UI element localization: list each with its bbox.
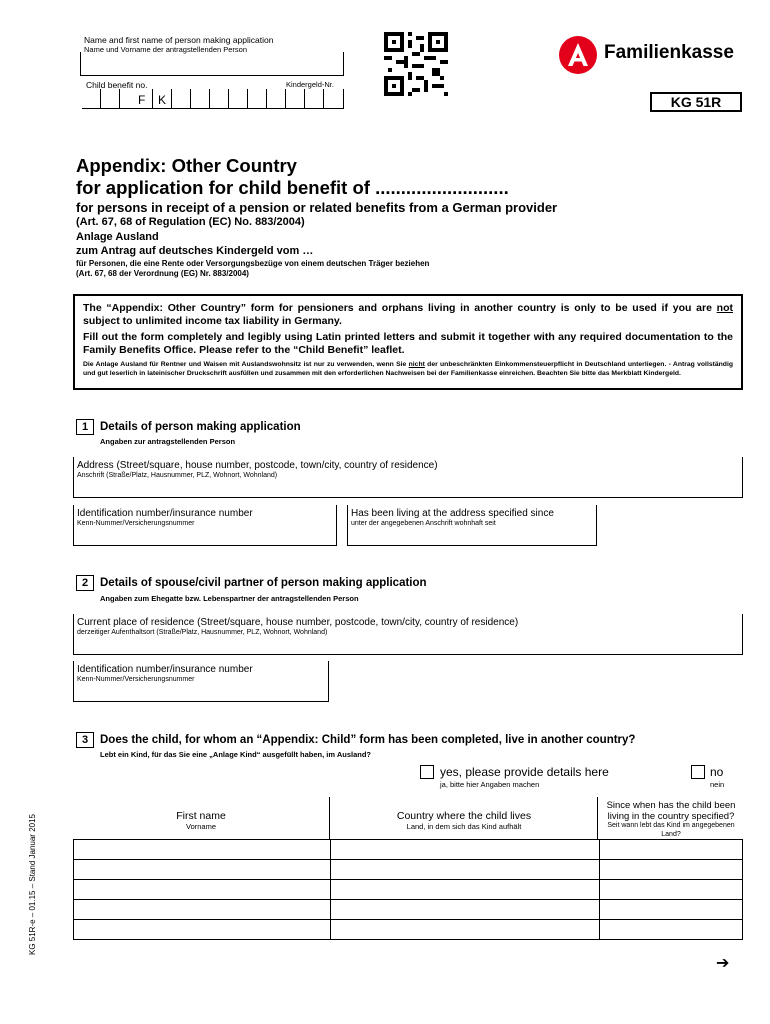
cell-country[interactable] (331, 900, 600, 920)
title-de-block (76, 230, 313, 258)
col2-label-de: Land, in dem sich das Kind aufhält (406, 822, 522, 831)
section2-subtitle: Angaben zum Ehegatte bzw. Lebenspartner der antragstellenden Person (100, 594, 359, 603)
title-de4: (Art. 67, 68 der Verordnung (EG) Nr. 883/2004) (76, 269, 249, 278)
cell-first-name[interactable] (74, 900, 331, 920)
col3-label-de: Seit wann lebt das Kind im angegebenen Land? (607, 822, 735, 838)
cell-since[interactable] (600, 860, 743, 880)
cell-country[interactable] (331, 860, 600, 880)
prefix-k: K (158, 93, 167, 107)
cell-country[interactable] (331, 880, 600, 900)
notice-p2: Fill out the form completely and legibly using Latin printed letters and submit it together with any required documentation to the Family Benefits Office. Please refer to the “Child Benefit” leaflet. (83, 331, 733, 356)
section3-subtitle: Lebt ein Kind, für das Sie eine „Anlage Kind“ ausgefüllt haben, im Ausland? (100, 750, 372, 759)
cell-first-name[interactable] (74, 880, 331, 900)
cell-since[interactable] (600, 880, 743, 900)
title-de1: Anlage Ausland (76, 231, 159, 243)
section1-since-field[interactable] (347, 505, 597, 546)
no-checkbox[interactable] (691, 765, 705, 779)
cell-country[interactable] (331, 840, 600, 860)
title-line3: for persons in receipt of a pension or related benefits from a German provider (76, 200, 558, 215)
cell-since[interactable] (600, 840, 743, 860)
id-label-en: Identification number/insurance number (77, 508, 253, 519)
yes-label-en: yes, please provide details here (440, 765, 609, 779)
cell-first-name[interactable] (74, 860, 331, 880)
table-row (74, 860, 743, 880)
section3-title: Does the child, for whom an “Appendix: Child” form has been completed, live in another country? (100, 734, 636, 746)
yes-checkbox[interactable] (420, 765, 434, 779)
col1-label-en: First name (176, 810, 226, 822)
applicant-name-label-de: Name und Vorname der antragstellenden Person (84, 45, 248, 54)
title-line1: Appendix: Other Country (76, 155, 297, 176)
table-row (74, 900, 743, 920)
col-country-header (329, 797, 598, 839)
yes-label-de: ja, bitte hier Angaben machen (440, 780, 540, 789)
notice-de: Die Anlage Ausland für Rentner und Waisen mit Auslandswohnsitz ist nur zu verwenden, wenn Sie nicht der unbeschränkten Einkommensteuerpflicht in Deutschland unterliegen. - Antrag vollständig und gut leserlich in lateinischer Druckschrift ausfüllen und zusammen mit den erforderlichen Nachweisen bei der Familienkasse einreichen. Beachten Sie bitte das Merkblatt Kindergeld. (83, 361, 733, 377)
cell-first-name[interactable] (74, 920, 331, 940)
cell-country[interactable] (331, 920, 600, 940)
title-de2: zum Antrag auf deutsches Kindergeld vom … (76, 245, 314, 257)
brand-name: Familienkasse (604, 42, 734, 63)
address-label-de: Anschrift (Straße/Platz, Hausnummer, PLZ, Wohnort, Wohnland) (77, 472, 278, 479)
section1-title: Details of person making application (100, 421, 301, 433)
title-de-sub (76, 259, 429, 279)
since-label-en: Has been living at the address specified since (351, 508, 554, 519)
table-row (74, 880, 743, 900)
section3-number: 3 (76, 732, 94, 748)
address-label-en: Address (Street/square, house number, postcode, town/city, country of residence) (77, 460, 438, 471)
children-table (73, 797, 743, 943)
child-benefit-no-label: Child benefit no. (86, 80, 148, 90)
cell-first-name[interactable] (74, 840, 331, 860)
applicant-name-field[interactable] (80, 52, 344, 76)
section2-id-field[interactable] (73, 661, 329, 702)
table-row (74, 920, 743, 940)
residence-label-en: Current place of residence (Street/square, house number, postcode, town/city, country of residence) (77, 617, 519, 628)
form-version-side-text: KG 51R-e – 01.15 – Stand Januar 2015 (28, 814, 37, 955)
notice-p1: The “Appendix: Other Country” form for pensioners and orphans living in another country is only to be used if you are not subject to unlimited income tax liability in Germany. (83, 302, 733, 327)
cell-since[interactable] (600, 900, 743, 920)
form-code-badge: KG 51R (650, 92, 742, 112)
notice-box (73, 294, 743, 390)
no-label-en: no (710, 765, 724, 779)
spouse-id-label-en: Identification number/insurance number (77, 664, 253, 675)
col2-label-en: Country where the child lives (396, 810, 532, 822)
col-since-header (597, 797, 744, 839)
title-line4: (Art. 67, 68 of Regulation (EC) No. 883/2004) (76, 216, 305, 228)
section1-address-field[interactable] (73, 457, 743, 498)
col-first-name-header (73, 797, 329, 839)
section2-number: 2 (76, 575, 94, 591)
residence-label-de: derzeitiger Aufenthaltsort (Straße/Platz, Hausnummer, PLZ, Wohnort, Wohnland) (77, 629, 328, 636)
since-label-de: unter der angegebenen Anschrift wohnhaft seit (351, 520, 496, 527)
title-line2: for application for child benefit of .......................... (76, 177, 509, 198)
qr-code (384, 32, 448, 96)
spouse-id-label-de: Kenn-Nummer/Versicherungsnummer (77, 676, 195, 683)
familienkasse-logo-icon (559, 36, 597, 74)
section1-subtitle: Angaben zur antragstellenden Person (100, 437, 236, 446)
section2-residence-field[interactable] (73, 614, 743, 655)
cell-since[interactable] (600, 920, 743, 940)
no-label-de: nein (710, 780, 725, 789)
section1-number: 1 (76, 419, 94, 435)
title-de3: für Personen, die eine Rente oder Versorgungsbezüge von einem deutschen Träger beziehen (76, 259, 430, 268)
child-benefit-number-field[interactable] (82, 89, 344, 109)
section1-id-field[interactable] (73, 505, 337, 546)
title-block (76, 155, 509, 199)
next-page-arrow-icon: ➔ (716, 955, 730, 972)
col1-label-de: Vorname (185, 822, 217, 831)
table-row (74, 840, 743, 860)
col3-label-en: Since when has the child been living in the country specified? (606, 800, 736, 822)
section2-title: Details of spouse/civil partner of person making application (100, 577, 427, 589)
child-benefit-no-label-de: Kindergeld-Nr. (286, 80, 334, 89)
applicant-name-label-en: Name and first name of person making application (84, 35, 274, 45)
children-table-body (73, 839, 743, 940)
prefix-f: F (138, 93, 146, 107)
id-label-de: Kenn-Nummer/Versicherungsnummer (77, 520, 195, 527)
